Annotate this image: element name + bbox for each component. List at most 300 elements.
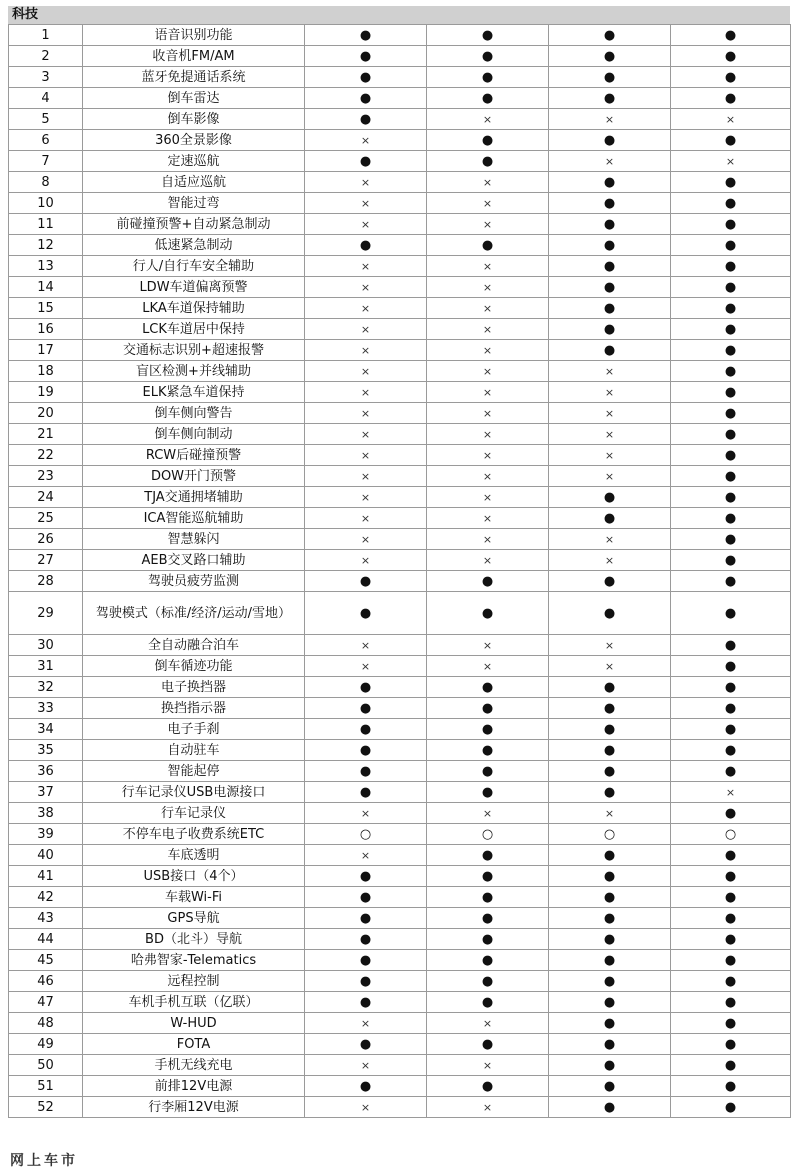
trim-4-availability: ● <box>671 677 791 698</box>
trim-1-availability: ● <box>305 88 427 109</box>
table-row <box>9 340 791 361</box>
row-number: 40 <box>9 845 83 866</box>
trim-4-availability: ● <box>671 992 791 1013</box>
trim-4-availability: ● <box>671 929 791 950</box>
trim-1-availability: ● <box>305 950 427 971</box>
row-number: 37 <box>9 782 83 803</box>
feature-name: 电子手刹 <box>83 719 305 740</box>
trim-2-availability: × <box>427 214 549 235</box>
trim-3-availability: ● <box>549 487 671 508</box>
table-row <box>9 529 791 550</box>
trim-3-availability: × <box>549 656 671 677</box>
trim-3-availability: ● <box>549 88 671 109</box>
feature-name: LKA车道保持辅助 <box>83 298 305 319</box>
trim-2-availability: ● <box>427 571 549 592</box>
row-number: 51 <box>9 1076 83 1097</box>
trim-1-availability: × <box>305 319 427 340</box>
trim-1-availability: × <box>305 656 427 677</box>
trim-4-availability: ● <box>671 656 791 677</box>
trim-2-availability: ● <box>427 761 549 782</box>
row-number: 39 <box>9 824 83 845</box>
trim-1-availability: × <box>305 445 427 466</box>
trim-3-availability: ● <box>549 1013 671 1034</box>
feature-name: 低速紧急制动 <box>83 235 305 256</box>
trim-2-availability: × <box>427 172 549 193</box>
feature-name: DOW开门预警 <box>83 466 305 487</box>
feature-name: ICA智能巡航辅助 <box>83 508 305 529</box>
trim-2-availability: ● <box>427 130 549 151</box>
feature-name: 驾驶模式（标准/经济/运动/雪地） <box>83 592 305 635</box>
row-number: 28 <box>9 571 83 592</box>
trim-1-availability: ● <box>305 67 427 88</box>
feature-name: 倒车雷达 <box>83 88 305 109</box>
trim-2-availability: ○ <box>427 824 549 845</box>
trim-3-availability: ● <box>549 319 671 340</box>
trim-4-availability: ● <box>671 635 791 656</box>
table-row <box>9 929 791 950</box>
trim-3-availability: × <box>549 151 671 172</box>
row-number: 24 <box>9 487 83 508</box>
row-number: 43 <box>9 908 83 929</box>
row-number: 17 <box>9 340 83 361</box>
table-row <box>9 88 791 109</box>
trim-2-availability: × <box>427 656 549 677</box>
trim-4-availability: ● <box>671 88 791 109</box>
trim-1-availability: × <box>305 635 427 656</box>
feature-name: 不停车电子收费系统ETC <box>83 824 305 845</box>
row-number: 25 <box>9 508 83 529</box>
table-row <box>9 761 791 782</box>
trim-2-availability: × <box>427 382 549 403</box>
feature-name: 哈弗智家-Telematics <box>83 950 305 971</box>
feature-name: 360全景影像 <box>83 130 305 151</box>
row-number: 34 <box>9 719 83 740</box>
table-row <box>9 1034 791 1055</box>
trim-1-availability: ● <box>305 782 427 803</box>
trim-4-availability: ● <box>671 277 791 298</box>
trim-2-availability: × <box>427 508 549 529</box>
trim-3-availability: ● <box>549 340 671 361</box>
table-row <box>9 782 791 803</box>
trim-3-availability: ● <box>549 950 671 971</box>
table-row <box>9 592 791 635</box>
trim-3-availability: ○ <box>549 824 671 845</box>
feature-name: 换挡指示器 <box>83 698 305 719</box>
trim-4-availability: ● <box>671 698 791 719</box>
row-number: 38 <box>9 803 83 824</box>
trim-3-availability: ● <box>549 719 671 740</box>
feature-name: 交通标志识别+超速报警 <box>83 340 305 361</box>
trim-4-availability: ● <box>671 550 791 571</box>
trim-1-availability: × <box>305 1013 427 1034</box>
trim-1-availability: × <box>305 193 427 214</box>
trim-2-availability: × <box>427 277 549 298</box>
feature-name: 盲区检测+并线辅助 <box>83 361 305 382</box>
trim-2-availability: × <box>427 424 549 445</box>
trim-1-availability: × <box>305 508 427 529</box>
trim-2-availability: ● <box>427 698 549 719</box>
row-number: 16 <box>9 319 83 340</box>
trim-3-availability: ● <box>549 1076 671 1097</box>
table-row <box>9 277 791 298</box>
trim-4-availability: ○ <box>671 824 791 845</box>
trim-4-availability: ● <box>671 130 791 151</box>
feature-name: 智慧躲闪 <box>83 529 305 550</box>
trim-4-availability: ● <box>671 403 791 424</box>
row-number: 48 <box>9 1013 83 1034</box>
trim-1-availability: ● <box>305 109 427 130</box>
trim-3-availability: × <box>549 803 671 824</box>
trim-4-availability: ● <box>671 172 791 193</box>
trim-4-availability: ● <box>671 298 791 319</box>
trim-3-availability: × <box>549 550 671 571</box>
feature-name: 智能起停 <box>83 761 305 782</box>
trim-2-availability: × <box>427 550 549 571</box>
trim-4-availability: ● <box>671 1034 791 1055</box>
feature-name: 车机手机互联（亿联） <box>83 992 305 1013</box>
trim-2-availability: ● <box>427 929 549 950</box>
trim-2-availability: × <box>427 487 549 508</box>
trim-3-availability: × <box>549 424 671 445</box>
trim-1-availability: × <box>305 424 427 445</box>
feature-name: 车载Wi-Fi <box>83 887 305 908</box>
row-number: 19 <box>9 382 83 403</box>
feature-name: 前排12V电源 <box>83 1076 305 1097</box>
row-number: 50 <box>9 1055 83 1076</box>
table-row <box>9 635 791 656</box>
trim-4-availability: × <box>671 109 791 130</box>
row-number: 7 <box>9 151 83 172</box>
trim-4-availability: ● <box>671 487 791 508</box>
row-number: 13 <box>9 256 83 277</box>
feature-name: 自动驻车 <box>83 740 305 761</box>
feature-name: FOTA <box>83 1034 305 1055</box>
trim-4-availability: ● <box>671 592 791 635</box>
trim-3-availability: ● <box>549 46 671 67</box>
feature-name: USB接口（4个） <box>83 866 305 887</box>
table-row <box>9 172 791 193</box>
trim-2-availability: × <box>427 256 549 277</box>
section-header: 科技 <box>8 6 790 24</box>
table-row <box>9 508 791 529</box>
trim-2-availability: ● <box>427 887 549 908</box>
table-row <box>9 803 791 824</box>
trim-4-availability: ● <box>671 1076 791 1097</box>
trim-3-availability: ● <box>549 508 671 529</box>
trim-3-availability: × <box>549 403 671 424</box>
feature-name: 驾驶员疲劳监测 <box>83 571 305 592</box>
trim-2-availability: × <box>427 109 549 130</box>
trim-2-availability: × <box>427 319 549 340</box>
trim-4-availability: ● <box>671 256 791 277</box>
trim-4-availability: × <box>671 782 791 803</box>
trim-3-availability: × <box>549 109 671 130</box>
trim-2-availability: ● <box>427 740 549 761</box>
trim-4-availability: ● <box>671 214 791 235</box>
row-number: 35 <box>9 740 83 761</box>
table-row <box>9 887 791 908</box>
row-number: 32 <box>9 677 83 698</box>
row-number: 18 <box>9 361 83 382</box>
feature-name: 智能过弯 <box>83 193 305 214</box>
trim-2-availability: × <box>427 403 549 424</box>
row-number: 6 <box>9 130 83 151</box>
row-number: 27 <box>9 550 83 571</box>
row-number: 42 <box>9 887 83 908</box>
feature-name: 自适应巡航 <box>83 172 305 193</box>
trim-1-availability: ● <box>305 571 427 592</box>
row-number: 36 <box>9 761 83 782</box>
row-number: 23 <box>9 466 83 487</box>
row-number: 29 <box>9 592 83 635</box>
trim-3-availability: × <box>549 466 671 487</box>
trim-4-availability: ● <box>671 950 791 971</box>
table-row <box>9 466 791 487</box>
trim-2-availability: ● <box>427 46 549 67</box>
trim-2-availability: ● <box>427 67 549 88</box>
trim-1-availability: ● <box>305 719 427 740</box>
trim-1-availability: ● <box>305 46 427 67</box>
trim-4-availability: ● <box>671 866 791 887</box>
row-number: 14 <box>9 277 83 298</box>
trim-2-availability: × <box>427 1055 549 1076</box>
trim-1-availability: × <box>305 550 427 571</box>
trim-1-availability: × <box>305 340 427 361</box>
trim-1-availability: × <box>305 466 427 487</box>
trim-4-availability: ● <box>671 25 791 46</box>
trim-2-availability: × <box>427 193 549 214</box>
trim-1-availability: × <box>305 529 427 550</box>
row-number: 26 <box>9 529 83 550</box>
trim-2-availability: ● <box>427 88 549 109</box>
feature-name: 远程控制 <box>83 971 305 992</box>
feature-name: 倒车影像 <box>83 109 305 130</box>
trim-2-availability: × <box>427 466 549 487</box>
trim-1-availability: × <box>305 845 427 866</box>
table-row <box>9 130 791 151</box>
row-number: 8 <box>9 172 83 193</box>
row-number: 2 <box>9 46 83 67</box>
trim-3-availability: ● <box>549 214 671 235</box>
table-row <box>9 1076 791 1097</box>
table-row <box>9 214 791 235</box>
watermark: 网上车市 <box>10 1153 78 1169</box>
trim-2-availability: ● <box>427 866 549 887</box>
table-row <box>9 845 791 866</box>
trim-1-availability: × <box>305 487 427 508</box>
trim-3-availability: ● <box>549 782 671 803</box>
trim-3-availability: ● <box>549 761 671 782</box>
row-number: 46 <box>9 971 83 992</box>
table-row <box>9 971 791 992</box>
trim-3-availability: ● <box>549 571 671 592</box>
trim-4-availability: ● <box>671 529 791 550</box>
table-row <box>9 487 791 508</box>
trim-3-availability: ● <box>549 298 671 319</box>
trim-2-availability: × <box>427 1097 549 1118</box>
feature-name: 倒车侧向警告 <box>83 403 305 424</box>
trim-2-availability: ● <box>427 908 549 929</box>
feature-name: 语音识别功能 <box>83 25 305 46</box>
trim-1-availability: × <box>305 172 427 193</box>
trim-3-availability: ● <box>549 992 671 1013</box>
trim-2-availability: × <box>427 298 549 319</box>
row-number: 21 <box>9 424 83 445</box>
trim-1-availability: ● <box>305 698 427 719</box>
trim-1-availability: ● <box>305 1034 427 1055</box>
row-number: 5 <box>9 109 83 130</box>
feature-name: 电子换挡器 <box>83 677 305 698</box>
table-row <box>9 151 791 172</box>
trim-4-availability: ● <box>671 424 791 445</box>
feature-table <box>8 24 791 1118</box>
table-row <box>9 908 791 929</box>
feature-name: 车底透明 <box>83 845 305 866</box>
table-row <box>9 67 791 88</box>
feature-name: W-HUD <box>83 1013 305 1034</box>
trim-2-availability: ● <box>427 235 549 256</box>
feature-name: 前碰撞预警+自动紧急制动 <box>83 214 305 235</box>
feature-name: BD（北斗）导航 <box>83 929 305 950</box>
trim-2-availability: × <box>427 803 549 824</box>
trim-4-availability: ● <box>671 1097 791 1118</box>
table-row <box>9 950 791 971</box>
trim-1-availability: ● <box>305 151 427 172</box>
trim-2-availability: ● <box>427 151 549 172</box>
trim-2-availability: × <box>427 635 549 656</box>
row-number: 44 <box>9 929 83 950</box>
trim-1-availability: ● <box>305 25 427 46</box>
feature-name: 行车记录仪USB电源接口 <box>83 782 305 803</box>
trim-3-availability: ● <box>549 67 671 88</box>
trim-4-availability: × <box>671 151 791 172</box>
table-row <box>9 698 791 719</box>
trim-2-availability: ● <box>427 782 549 803</box>
row-number: 47 <box>9 992 83 1013</box>
table-row <box>9 824 791 845</box>
trim-4-availability: ● <box>671 235 791 256</box>
table-row <box>9 1097 791 1118</box>
table-row <box>9 1055 791 1076</box>
trim-4-availability: ● <box>671 361 791 382</box>
row-number: 49 <box>9 1034 83 1055</box>
feature-name: ELK紧急车道保持 <box>83 382 305 403</box>
trim-3-availability: ● <box>549 845 671 866</box>
row-number: 1 <box>9 25 83 46</box>
trim-1-availability: × <box>305 803 427 824</box>
trim-1-availability: × <box>305 298 427 319</box>
trim-1-availability: ● <box>305 677 427 698</box>
trim-3-availability: ● <box>549 908 671 929</box>
trim-2-availability: × <box>427 1013 549 1034</box>
trim-3-availability: ● <box>549 1097 671 1118</box>
feature-name: 倒车循迹功能 <box>83 656 305 677</box>
trim-3-availability: ● <box>549 887 671 908</box>
trim-3-availability: ● <box>549 740 671 761</box>
table-row <box>9 719 791 740</box>
row-number: 15 <box>9 298 83 319</box>
trim-4-availability: ● <box>671 845 791 866</box>
trim-1-availability: ● <box>305 929 427 950</box>
feature-name: 收音机FM/AM <box>83 46 305 67</box>
trim-3-availability: ● <box>549 971 671 992</box>
table-row <box>9 677 791 698</box>
trim-4-availability: ● <box>671 340 791 361</box>
trim-3-availability: ● <box>549 25 671 46</box>
table-row <box>9 46 791 67</box>
trim-2-availability: × <box>427 361 549 382</box>
trim-2-availability: ● <box>427 950 549 971</box>
feature-name: LDW车道偏离预警 <box>83 277 305 298</box>
trim-2-availability: × <box>427 445 549 466</box>
trim-1-availability: ● <box>305 1076 427 1097</box>
feature-name: 行车记录仪 <box>83 803 305 824</box>
trim-2-availability: ● <box>427 1034 549 1055</box>
trim-1-availability: ● <box>305 761 427 782</box>
trim-3-availability: × <box>549 445 671 466</box>
row-number: 45 <box>9 950 83 971</box>
trim-4-availability: ● <box>671 67 791 88</box>
trim-2-availability: ● <box>427 719 549 740</box>
trim-4-availability: ● <box>671 382 791 403</box>
row-number: 12 <box>9 235 83 256</box>
table-row <box>9 992 791 1013</box>
trim-2-availability: ● <box>427 677 549 698</box>
trim-4-availability: ● <box>671 719 791 740</box>
table-row <box>9 256 791 277</box>
table-row <box>9 571 791 592</box>
trim-4-availability: ● <box>671 319 791 340</box>
trim-3-availability: × <box>549 361 671 382</box>
feature-name: LCK车道居中保持 <box>83 319 305 340</box>
trim-1-availability: × <box>305 382 427 403</box>
trim-4-availability: ● <box>671 803 791 824</box>
trim-1-availability: × <box>305 130 427 151</box>
trim-3-availability: × <box>549 529 671 550</box>
trim-1-availability: ● <box>305 992 427 1013</box>
trim-1-availability: × <box>305 1055 427 1076</box>
trim-1-availability: × <box>305 403 427 424</box>
feature-name: TJA交通拥堵辅助 <box>83 487 305 508</box>
feature-table-body <box>9 25 791 1118</box>
trim-1-availability: ● <box>305 235 427 256</box>
table-row <box>9 445 791 466</box>
table-row <box>9 424 791 445</box>
trim-3-availability: ● <box>549 277 671 298</box>
row-number: 3 <box>9 67 83 88</box>
trim-3-availability: ● <box>549 256 671 277</box>
trim-3-availability: ● <box>549 866 671 887</box>
row-number: 10 <box>9 193 83 214</box>
trim-3-availability: ● <box>549 130 671 151</box>
table-row <box>9 319 791 340</box>
table-row <box>9 109 791 130</box>
feature-name: 行李厢12V电源 <box>83 1097 305 1118</box>
trim-4-availability: ● <box>671 740 791 761</box>
table-row <box>9 1013 791 1034</box>
trim-4-availability: ● <box>671 445 791 466</box>
row-number: 4 <box>9 88 83 109</box>
trim-1-availability: × <box>305 256 427 277</box>
row-number: 33 <box>9 698 83 719</box>
trim-1-availability: × <box>305 214 427 235</box>
trim-2-availability: ● <box>427 845 549 866</box>
trim-2-availability: ● <box>427 25 549 46</box>
table-row <box>9 298 791 319</box>
trim-3-availability: ● <box>549 1034 671 1055</box>
row-number: 11 <box>9 214 83 235</box>
trim-4-availability: ● <box>671 971 791 992</box>
